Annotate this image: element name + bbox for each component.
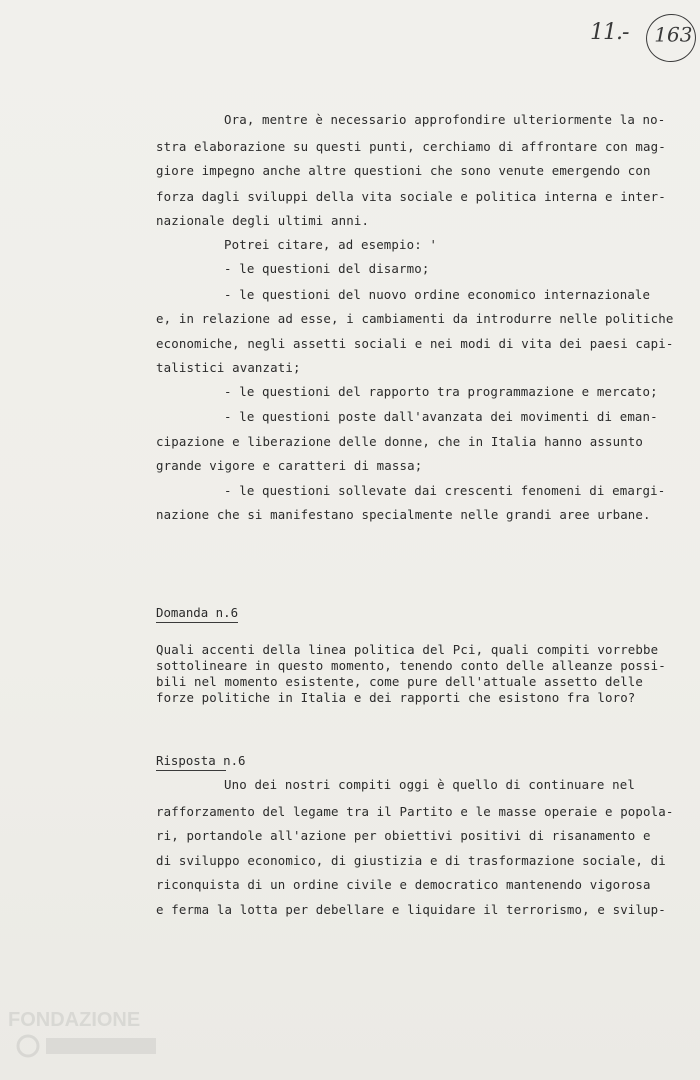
answer-line: e ferma la lotta per debellare e liquidare il terrorismo, e svilup- bbox=[156, 902, 666, 917]
list-item: - le questioni del rapporto tra programmazione e mercato; bbox=[224, 384, 658, 399]
body-line: economiche, negli assetti sociali e nei modi di vita dei paesi capi- bbox=[156, 336, 674, 351]
watermark-text: FONDAZIONE bbox=[8, 1009, 141, 1031]
question-heading: Domanda n.6 bbox=[156, 605, 239, 620]
body-line: giore impegno anche altre questioni che sono venute emergendo con bbox=[156, 163, 651, 178]
list-item: - le questioni del nuovo ordine economico internazionale bbox=[224, 287, 651, 302]
folio-number: 163 bbox=[654, 22, 693, 47]
question-heading-underline bbox=[156, 622, 238, 623]
list-item: - le questioni del disarmo; bbox=[224, 261, 430, 276]
question-line: Quali accenti della linea politica del Pci, quali compiti vorrebbe bbox=[156, 642, 659, 657]
archive-watermark bbox=[6, 1000, 176, 1060]
answer-line: di sviluppo economico, di giustizia e di trasformazione sociale, di bbox=[156, 853, 666, 868]
body-line: e, in relazione ad esse, i cambiamenti da introdurre nelle politiche bbox=[156, 311, 674, 326]
answer-heading: Risposta n.6 bbox=[156, 753, 246, 768]
list-item: - le questioni sollevate dai crescenti fenomeni di emargi- bbox=[224, 483, 666, 498]
answer-line: riconquista di un ordine civile e democratico mantenendo vigorosa bbox=[156, 877, 651, 892]
answer-heading-underline bbox=[156, 770, 226, 771]
body-line: nazione che si manifestano specialmente nelle grandi aree urbane. bbox=[156, 507, 651, 522]
body-line: talistici avanzati; bbox=[156, 360, 301, 375]
watermark-ring bbox=[18, 1036, 38, 1056]
watermark-bar bbox=[46, 1038, 156, 1054]
question-line: forze politiche in Italia e dei rapporti che esistono fra loro? bbox=[156, 690, 636, 705]
question-line: bili nel momento esistente, come pure dell'attuale assetto delle bbox=[156, 674, 644, 689]
body-line: Ora, mentre è necessario approfondire ulteriormente la no- bbox=[224, 112, 666, 127]
circled-folio-number bbox=[642, 9, 700, 66]
answer-line: ri, portandole all'azione per obiettivi positivi di risanamento e bbox=[156, 828, 651, 843]
answer-line: rafforzamento del legame tra il Partito e le masse operaie e popola- bbox=[156, 804, 674, 819]
body-line: stra elaborazione su questi punti, cerchiamo di affrontare con mag- bbox=[156, 139, 666, 154]
question-line: sottolineare in questo momento, tenendo conto delle alleanze possi- bbox=[156, 658, 666, 673]
body-line: Potrei citare, ad esempio: ' bbox=[224, 237, 438, 252]
handwritten-page-number: 11.- bbox=[590, 20, 629, 45]
body-line: forza dagli sviluppi della vita sociale e politica interna e inter- bbox=[156, 189, 666, 204]
answer-line: Uno dei nostri compiti oggi è quello di continuare nel bbox=[224, 777, 635, 792]
list-item: - le questioni poste dall'avanzata dei movimenti di eman- bbox=[224, 409, 658, 424]
body-line: nazionale degli ultimi anni. bbox=[156, 213, 370, 228]
body-line: cipazione e liberazione delle donne, che in Italia hanno assunto bbox=[156, 434, 644, 449]
body-line: grande vigore e caratteri di massa; bbox=[156, 458, 423, 473]
